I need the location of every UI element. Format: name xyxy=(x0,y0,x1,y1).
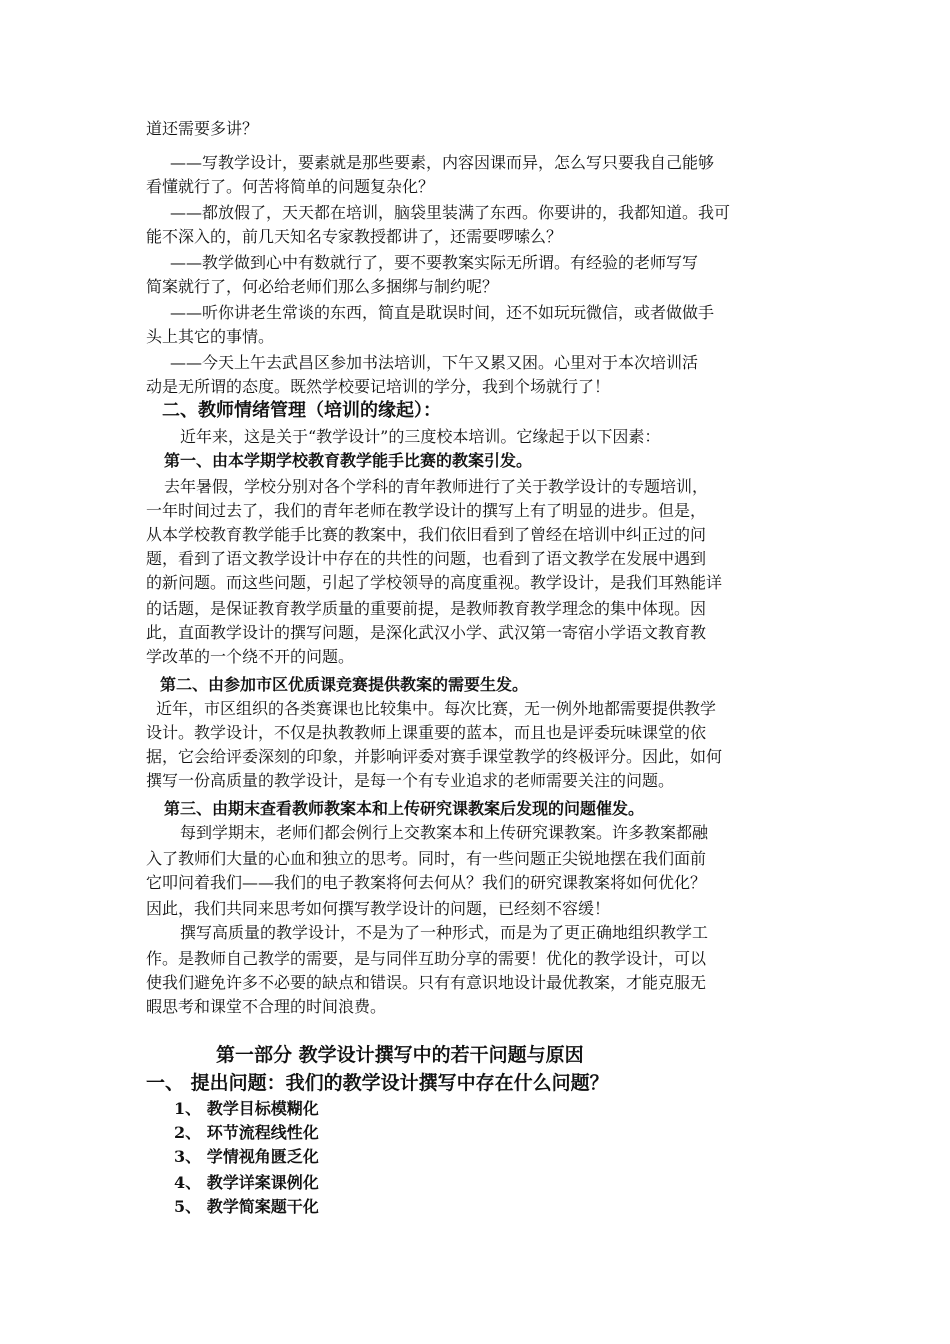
problem-item: 3、 学情视角匮乏化 xyxy=(174,1147,319,1166)
reason-paragraph-line: 学改革的一个绕不开的问题。 xyxy=(146,647,355,666)
closing-paragraph-line: 撰写高质量的教学设计，不是为了一种形式，而是为了更正确地组织教学工 xyxy=(180,923,709,942)
dialog-line: 动是无所谓的态度。既然学校要记培训的学分，我到个场就行了！ xyxy=(146,377,611,396)
reason-heading: 第一、由本学期学校教育教学能手比赛的教案引发。 xyxy=(164,451,533,470)
question-heading: 一、 提出问题：我们的教学设计撰写中存在什么问题？ xyxy=(146,1072,609,1094)
section-intro: 近年来，这是关于“教学设计”的三度校本培训。它缘起于以下因素： xyxy=(180,427,661,446)
closing-paragraph-line: 作。是教师自己教学的需要，是与同伴互助分享的需要！优化的教学设计，可以 xyxy=(146,949,707,968)
problem-item: 1、 教学目标模糊化 xyxy=(174,1099,319,1118)
reason-paragraph-line: 它叩问着我们——我们的电子教案将何去何从？我们的研究课教案将如何优化？ xyxy=(146,873,707,892)
reason-paragraph-line: 去年暑假，学校分别对各个学科的青年教师进行了关于教学设计的专题培训， xyxy=(164,477,709,496)
reason-paragraph-line: 因此，我们共同来思考如何撰写教学设计的问题，已经刻不容缓！ xyxy=(146,899,611,918)
dialog-line: 能不深入的，前几天知名专家教授都讲了，还需要啰嗦么？ xyxy=(146,227,563,246)
reason-paragraph-line: 一年时间过去了，我们的青年老师在教学设计的撰写上有了明显的进步。但是， xyxy=(146,501,707,520)
dialog-line: ——听你讲老生常谈的东西，简直是耽误时间，还不如玩玩微信，或者做做手 xyxy=(170,303,715,322)
problem-item: 4、 教学详案课例化 xyxy=(174,1173,319,1192)
reason-paragraph-line: 的新问题。而这些问题，引起了学校领导的高度重视。教学设计，是我们耳熟能详 xyxy=(146,573,723,592)
reason-paragraph-line: 题，看到了语文教学设计中存在的共性的问题，也看到了语文教学在发展中遇到 xyxy=(146,549,707,568)
reason-paragraph-line: 此，直面教学设计的撰写问题，是深化武汉小学、武汉第一寄宿小学语文教育教 xyxy=(146,623,707,642)
reason-paragraph-line: 近年，市区组织的各类赛课也比较集中。每次比赛，无一例外地都需要提供教学 xyxy=(156,699,717,718)
closing-paragraph-line: 使我们避免许多不必要的缺点和错误。只有有意识地设计最优教案，才能克服无 xyxy=(146,973,707,992)
dialog-line: 道还需要多讲？ xyxy=(146,119,259,138)
reason-heading: 第三、由期末查看教师教案本和上传研究课教案后发现的问题催发。 xyxy=(164,799,645,818)
reason-paragraph-line: 撰写一份高质量的教学设计，是每一个有专业追求的老师需要关注的问题。 xyxy=(146,771,675,790)
dialog-line: ——都放假了，天天都在培训，脑袋里装满了东西。你要讲的，我都知道。我可 xyxy=(170,203,731,222)
section-heading: 二、教师情绪管理（培训的缘起）： xyxy=(162,400,441,421)
dialog-line: ——今天上午去武昌区参加书法培训，下午又累又困。心里对于本次培训活 xyxy=(170,353,699,372)
reason-paragraph-line: 据，它会给评委深刻的印象，并影响评委对赛手课堂教学的终极评分。因此，如何 xyxy=(146,747,723,766)
dialog-line: 简案就行了，何必给老师们那么多捆绑与制约呢？ xyxy=(146,277,499,296)
problem-item: 2、 环节流程线性化 xyxy=(174,1123,319,1142)
dialog-line: 看懂就行了。何苦将简单的问题复杂化？ xyxy=(146,177,435,196)
reason-paragraph-line: 从本学校教育教学能手比赛的教案中，我们依旧看到了曾经在培训中纠正过的问 xyxy=(146,525,707,544)
problem-item: 5、 教学简案题干化 xyxy=(174,1197,319,1216)
reason-heading: 第二、由参加市区优质课竞赛提供教案的需要生发。 xyxy=(160,675,529,694)
reason-paragraph-line: 每到学期末，老师们都会例行上交教案本和上传研究课教案。许多教案都融 xyxy=(180,823,709,842)
reason-paragraph-line: 的话题，是保证教育教学质量的重要前提，是教师教育教学理念的集中体现。因 xyxy=(146,599,707,618)
part-title: 第一部分 教学设计撰写中的若干问题与原因 xyxy=(216,1044,584,1066)
reason-paragraph-line: 入了教师们大量的心血和独立的思考。同时，有一些问题正尖锐地摆在我们面前 xyxy=(146,849,707,868)
reason-paragraph-line: 设计。教学设计，不仅是执教教师上课重要的蓝本，而且也是评委玩味课堂的依 xyxy=(146,723,707,742)
dialog-line: ——写教学设计，要素就是那些要素，内容因课而异，怎么写只要我自己能够 xyxy=(170,153,715,172)
dialog-line: 头上其它的事情。 xyxy=(146,327,275,346)
closing-paragraph-line: 暇思考和课堂不合理的时间浪费。 xyxy=(146,997,387,1016)
dialog-line: ——教学做到心中有数就行了，要不要教案实际无所谓。有经验的老师写写 xyxy=(170,253,699,272)
